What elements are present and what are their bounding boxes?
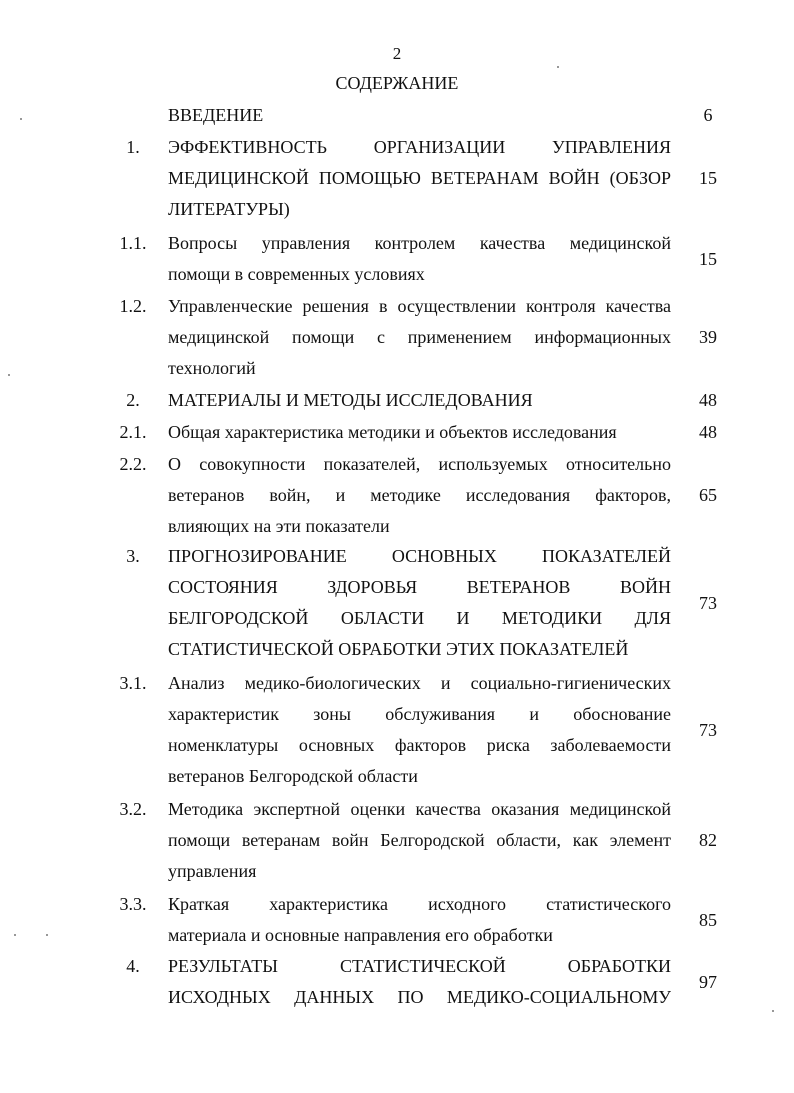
toc-entry-page: 85 [699, 910, 717, 930]
toc-entry-page: 48 [699, 422, 717, 442]
toc-entry-title [168, 132, 671, 225]
toc-entry-page: 15 [699, 249, 717, 269]
toc-entry-title [168, 228, 671, 290]
toc-entry-page: 73 [699, 720, 717, 740]
toc-entry-title [168, 951, 671, 1013]
toc-entry-line: управления [168, 861, 257, 881]
toc-entry-page: 97 [699, 972, 717, 992]
toc-entry [110, 385, 730, 410]
toc-entry-number: 1.1. [119, 233, 147, 253]
toc-entry-line: БЕЛГОРОДСКОЙ ОБЛАСТИ И МЕТОДИКИ ДЛЯ [168, 608, 671, 628]
page-title: СОДЕРЖАНИЕ [335, 73, 459, 93]
toc-entry [110, 417, 730, 442]
toc-entry-number: 2.2. [119, 454, 147, 474]
toc-entry-line: ИСХОДНЫХ ДАННЫХ ПО МЕДИКО-СОЦИАЛЬНОМУ [168, 987, 671, 1007]
toc-entry-line: ЛИТЕРАТУРЫ) [168, 199, 290, 219]
toc-entry-page: 6 [703, 105, 713, 125]
toc-entry [110, 449, 730, 536]
toc-entry-line: О совокупности показателей, используемых относительно [168, 454, 671, 474]
toc-entry-line: СОСТОЯНИЯ ЗДОРОВЬЯ ВЕТЕРАНОВ ВОЙН [168, 577, 671, 597]
toc-entry-line: Методика экспертной оценки качества оказания медицинской [168, 799, 671, 819]
toc-entry-number: 1. [126, 137, 140, 157]
toc-entry-title [168, 291, 671, 384]
toc-entry-line: номенклатуры основных факторов риска заболеваемости [168, 735, 671, 755]
toc-entry-line: Анализ медико-биологических и социально-гигиенических [168, 673, 671, 693]
toc-entry [110, 951, 730, 1007]
toc-entry-title [168, 417, 671, 448]
toc-entry [110, 668, 730, 786]
toc-entry-line: характеристик зоны обслуживания и обоснование [168, 704, 671, 724]
scan-speck [46, 934, 48, 936]
toc-entry-number: 3.3. [119, 894, 147, 914]
toc-entry [110, 889, 730, 945]
toc-entry-line: влияющих на эти показатели [168, 516, 390, 536]
toc-entry-title [168, 541, 671, 665]
toc-entry-line: СТАТИСТИЧЕСКОЙ ОБРАБОТКИ ЭТИХ ПОКАЗАТЕЛЕЙ [168, 639, 629, 659]
toc-entry-page: 65 [699, 485, 717, 505]
toc-entry-number: 3.2. [119, 799, 147, 819]
scan-speck [772, 1010, 774, 1012]
toc-entry-number: 2.1. [119, 422, 147, 442]
toc-entry-line: ветеранов войн, и методике исследования факторов, [168, 485, 671, 505]
toc-entry-line: технологий [168, 358, 256, 378]
toc-entry [110, 228, 730, 284]
scan-speck [20, 118, 22, 120]
toc-entry [110, 100, 730, 125]
toc-entry-line: МЕДИЦИНСКОЙ ПОМОЩЬЮ ВЕТЕРАНАМ ВОЙН (ОБЗОР [168, 168, 671, 188]
toc-entry-page: 73 [699, 593, 717, 613]
toc-entry-number: 3. [126, 546, 140, 566]
toc-entry-line: Общая характеристика методики и объектов исследования [168, 422, 617, 442]
toc-entry-number: 2. [126, 390, 140, 410]
toc-entry-line: Вопросы управления контролем качества медицинской [168, 233, 671, 253]
toc-entry-line: ПРОГНОЗИРОВАНИЕ ОСНОВНЫХ ПОКАЗАТЕЛЕЙ [168, 546, 671, 566]
toc-entry-title [168, 889, 671, 951]
toc-entry-page: 82 [699, 830, 717, 850]
toc-entry-line: ВВЕДЕНИЕ [168, 105, 264, 125]
toc-entry-line: РЕЗУЛЬТАТЫ СТАТИСТИЧЕСКОЙ ОБРАБОТКИ [168, 956, 671, 976]
toc-entry-number: 1.2. [119, 296, 147, 316]
toc-entry-title [168, 668, 671, 792]
toc-entry-page: 15 [699, 168, 717, 188]
toc-entry-title [168, 385, 671, 416]
toc-entry [110, 291, 730, 378]
toc-entry-line: Управленческие решения в осуществлении контроля качества [168, 296, 671, 316]
toc-entry-line: медицинской помощи с применением информационных [168, 327, 671, 347]
toc-entry-line: Краткая характеристика исходного статистического [168, 894, 671, 914]
toc-entry-title [168, 794, 671, 887]
toc-entry [110, 541, 730, 659]
toc-entry-title [168, 100, 671, 131]
toc-entry-number: 3.1. [119, 673, 147, 693]
toc-entry-page: 48 [699, 390, 717, 410]
toc-entry-line: помощи в современных условиях [168, 264, 425, 284]
toc-entry [110, 132, 730, 219]
toc-entry [110, 794, 730, 881]
toc-entry-line: ветеранов Белгородской области [168, 766, 418, 786]
toc-entry-line: материала и основные направления его обработки [168, 925, 553, 945]
scan-speck [557, 66, 559, 68]
toc-entry-line: ЭФФЕКТИВНОСТЬ ОРГАНИЗАЦИИ УПРАВЛЕНИЯ [168, 137, 671, 157]
toc-entry-line: помощи ветеранам войн Белгородской области, как элемент [168, 830, 671, 850]
toc-entry-line: МАТЕРИАЛЫ И МЕТОДЫ ИССЛЕДОВАНИЯ [168, 390, 533, 410]
scan-speck [14, 934, 16, 936]
toc-entry-number: 4. [126, 956, 140, 976]
page-number: 2 [392, 44, 402, 63]
scan-speck [8, 374, 10, 376]
toc-entry-page: 39 [699, 327, 717, 347]
toc-entry-title [168, 449, 671, 542]
